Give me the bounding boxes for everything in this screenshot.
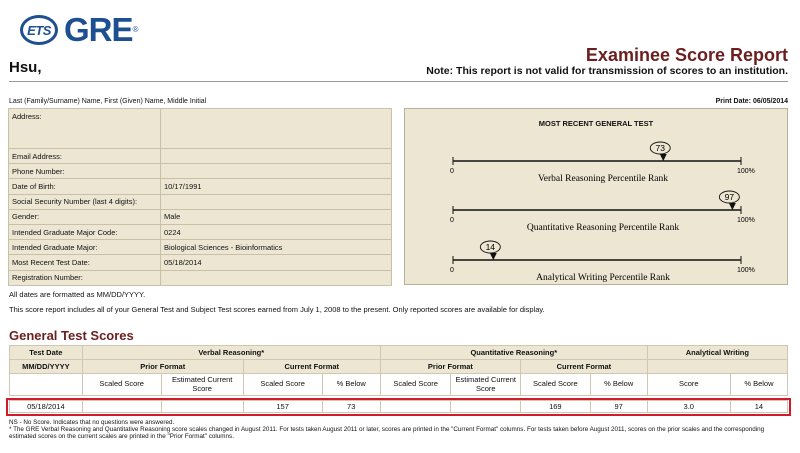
info-row-ssn	[9, 194, 392, 209]
footnote-score-scales: * The GRE Verbal Reasoning and Quantitative Reasoning score scales changed in August 2011. For tests taken August 2011 or later, scores are printed in the "Current Format" columns. For tests taken before August 2011, scores on the prior scales and the corresponding estimated scores on the current scales are printed in the "Prior Format" columns.	[9, 426, 765, 441]
percentile-label-writing: Analytical Writing Percentile Rank	[536, 273, 670, 283]
header-test-date: Test Date	[10, 346, 83, 360]
percentile-value-quant: 97	[724, 192, 735, 202]
header-verbal: Verbal Reasoning*	[82, 346, 380, 360]
scores-header-row-3	[10, 374, 788, 396]
info-label: Registration Number:	[9, 270, 161, 285]
info-value: Biological Sciences - Bioinformatics	[161, 240, 392, 255]
header-verbal-prior-scaled: Scaled Score	[82, 374, 161, 396]
score-row-highlight	[6, 398, 791, 416]
general-test-scores-title: General Test Scores	[9, 328, 134, 343]
percentile-panel-title: MOST RECENT GENERAL TEST	[538, 119, 654, 128]
info-row-major	[9, 240, 392, 255]
percentile-marker-verbal	[660, 154, 667, 161]
info-label: Social Security Number (last 4 digits):	[9, 194, 161, 209]
percentile-marker-writing	[490, 253, 497, 260]
percentile-rank-scales	[405, 109, 789, 286]
candidate-name: Hsu,	[9, 59, 42, 76]
info-value	[161, 109, 392, 149]
dates-format-note: All dates are formatted as MM/DD/YYYY.	[9, 290, 146, 299]
info-label: Email Address:	[9, 149, 161, 164]
footnote-no-score: NS - No Score. Indicates that no questions were answered.	[9, 419, 175, 426]
info-label: Intended Graduate Major Code:	[9, 224, 161, 239]
info-value: 0224	[161, 224, 392, 239]
header-quant: Quantitative Reasoning*	[380, 346, 647, 360]
header-blank	[10, 374, 83, 396]
score-quant-current-pct: 97	[590, 401, 647, 413]
score-writing-score: 3.0	[647, 401, 730, 413]
header-date-format: MM/DD/YYYY	[10, 360, 83, 374]
info-row-test-date	[9, 255, 392, 270]
score-verbal-current-pct: 73	[322, 401, 380, 413]
info-label: Phone Number:	[9, 164, 161, 179]
header-writing: Analytical Writing	[647, 346, 787, 360]
info-value: 05/18/2014	[161, 255, 392, 270]
info-row-email	[9, 149, 392, 164]
score-writing-pct: 14	[730, 401, 787, 413]
header-quant-prior-estimated: Estimated Current Score	[451, 374, 521, 396]
scores-header-row-1	[10, 346, 788, 360]
info-value	[161, 194, 392, 209]
header-quant-prior: Prior Format	[380, 360, 520, 374]
info-row-phone	[9, 164, 392, 179]
info-row-registration	[9, 270, 392, 285]
report-scope-note: This score report includes all of your General Test and Subject Test scores earned from July 1, 2008 to the present. Only reported scores are available for display.	[9, 305, 545, 314]
percentile-panel	[404, 108, 788, 285]
transmission-note: Note: This report is not valid for transmission of scores to an institution.	[426, 65, 788, 77]
info-label: Gender:	[9, 209, 161, 224]
info-value	[161, 270, 392, 285]
info-value: Male	[161, 209, 392, 224]
header-quant-current: Current Format	[521, 360, 648, 374]
header-verbal-current-scaled: Scaled Score	[243, 374, 322, 396]
print-date: Print Date: 06/05/2014	[715, 98, 788, 105]
score-test-date: 05/18/2014	[10, 401, 83, 413]
info-label: Date of Birth:	[9, 179, 161, 194]
percentile-marker-quant	[729, 203, 736, 210]
info-value: 10/17/1991	[161, 179, 392, 194]
info-label: Intended Graduate Major:	[9, 240, 161, 255]
report-title: Examinee Score Report	[585, 45, 788, 65]
header-verbal-prior-estimated: Estimated Current Score	[161, 374, 243, 396]
ets-gre-logo	[20, 12, 137, 48]
percentile-value-verbal: 73	[655, 143, 665, 153]
info-label: Most Recent Test Date:	[9, 255, 161, 270]
percentile-value-writing: 14	[485, 242, 496, 252]
info-row-gender	[9, 209, 392, 224]
name-format-label: Last (Family/Surname) Name, First (Given) Name, Middle Initial	[9, 98, 207, 105]
header-writing-pct: % Below	[730, 374, 787, 396]
score-verbal-current-scaled: 157	[243, 401, 322, 413]
gre-wordmark: GRE®	[64, 11, 138, 48]
scale-min-label: 0	[450, 267, 454, 274]
ets-logo-badge: ETS	[20, 15, 58, 45]
header-verbal-current: Current Format	[243, 360, 380, 374]
info-value	[161, 149, 392, 164]
info-label: Address:	[9, 109, 161, 149]
scale-min-label: 0	[450, 217, 454, 224]
header-writing-score: Score	[647, 374, 730, 396]
info-row-address	[9, 109, 392, 149]
header-quant-current-scaled: Scaled Score	[521, 374, 591, 396]
scale-min-label: 0	[450, 168, 454, 175]
info-row-major-code	[9, 224, 392, 239]
scores-header-row-2	[10, 360, 788, 374]
percentile-label-quant: Quantitative Reasoning Percentile Rank	[526, 223, 680, 233]
score-quant-current-scaled: 169	[521, 401, 591, 413]
percentile-label-verbal: Verbal Reasoning Percentile Rank	[537, 174, 669, 184]
header-divider	[9, 81, 788, 82]
info-value	[161, 164, 392, 179]
header-verbal-current-pct: % Below	[322, 374, 380, 396]
scale-max-label: 100%	[737, 217, 755, 224]
info-row-dob	[9, 179, 392, 194]
header-quant-current-pct: % Below	[590, 374, 647, 396]
scale-max-label: 100%	[737, 267, 755, 274]
header-verbal-prior: Prior Format	[82, 360, 243, 374]
header-writing-blank	[647, 360, 787, 374]
header-quant-prior-scaled: Scaled Score	[380, 374, 451, 396]
scale-max-label: 100%	[737, 168, 755, 175]
examinee-info-table	[8, 108, 392, 286]
